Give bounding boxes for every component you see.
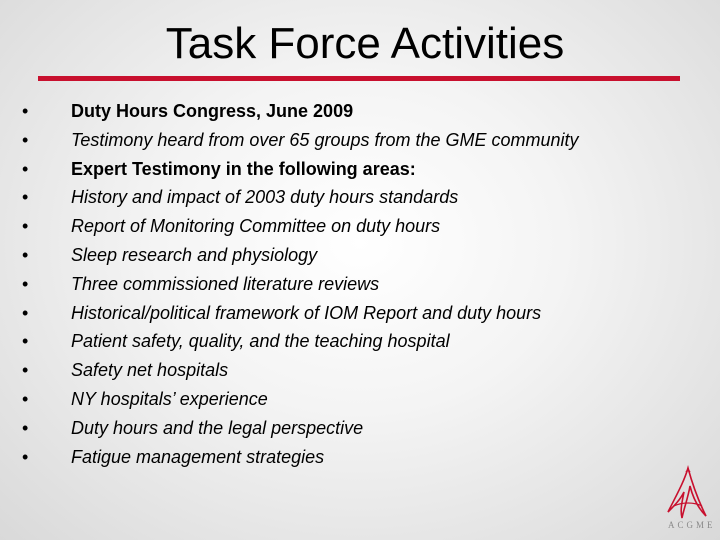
bullet-dot: • (22, 331, 29, 352)
bullet-item (22, 97, 579, 126)
bullet-text: Testimony heard from over 65 groups from the GME community (71, 129, 579, 150)
bullet-item (22, 385, 579, 414)
bullet-text: NY hospitals’ experience (71, 388, 268, 409)
bullet-dot: • (22, 388, 29, 409)
bullet-text: Duty hours and the legal perspective (71, 417, 364, 438)
logo-wordmark: ACGME (668, 520, 716, 530)
bullet-text: History and impact of 2003 duty hours standards (71, 187, 459, 208)
bullet-dot: • (22, 129, 29, 150)
bullet-item (22, 126, 579, 155)
bullet-list (22, 97, 579, 471)
bullet-dot: • (22, 302, 29, 323)
bullet-dot: • (22, 273, 29, 294)
bullet-dot: • (22, 187, 29, 208)
bullet-text: Patient safety, quality, and the teaching hospital (71, 331, 450, 352)
bullet-text: Fatigue management strategies (71, 446, 325, 467)
bullet-dot: • (22, 158, 29, 179)
bullet-item (22, 327, 579, 356)
bullet-text: Duty Hours Congress, June 2009 (71, 101, 354, 121)
bullet-item (22, 270, 579, 299)
bullet-item (22, 414, 579, 443)
bullet-item (22, 443, 579, 472)
bullet-item (22, 299, 579, 328)
bullet-item (22, 212, 579, 241)
bullet-item (22, 356, 579, 385)
bullet-text: Safety net hospitals (71, 360, 229, 381)
title-divider (38, 76, 680, 81)
bullet-dot: • (22, 244, 29, 265)
bullet-item (22, 155, 579, 184)
bullet-dot: • (22, 360, 29, 381)
bullet-text: Three commissioned literature reviews (71, 273, 380, 294)
bullet-text: Report of Monitoring Committee on duty hours (71, 216, 441, 237)
bullet-text: Expert Testimony in the following areas: (71, 158, 416, 179)
slide-title: Task Force Activities (165, 19, 565, 68)
bullet-dot: • (22, 101, 29, 121)
bullet-item (22, 241, 579, 270)
bullet-text: Historical/political framework of IOM Report and duty hours (71, 302, 542, 323)
bullet-dot: • (22, 417, 29, 438)
bullet-dot: • (22, 446, 29, 467)
bullet-dot: • (22, 216, 29, 237)
bullet-text: Sleep research and physiology (71, 244, 318, 265)
bullet-item (22, 183, 579, 212)
